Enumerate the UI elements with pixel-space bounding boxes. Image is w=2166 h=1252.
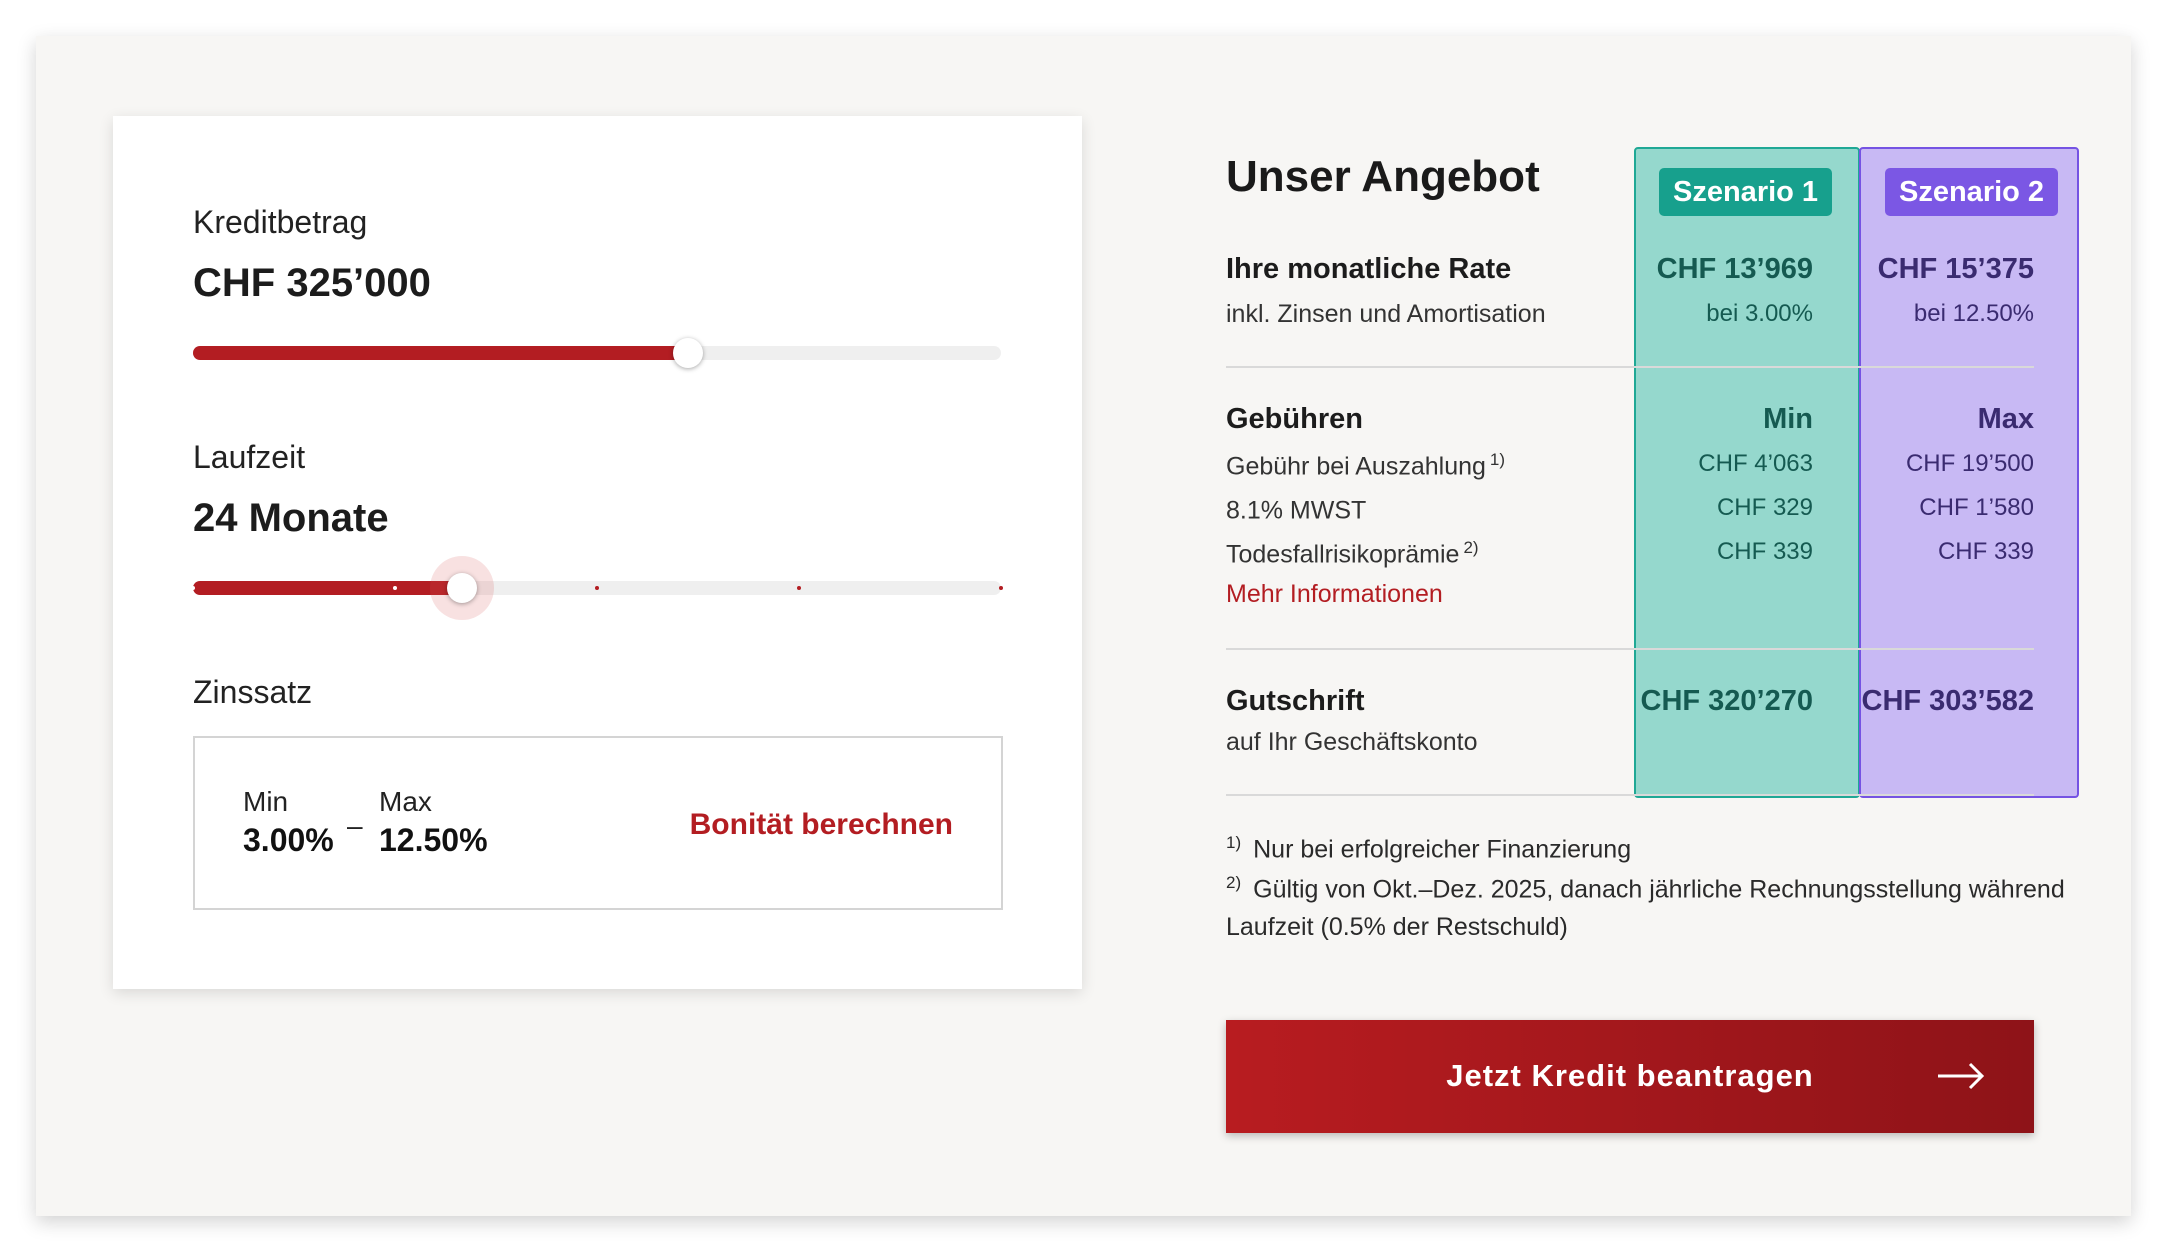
scenario-2-fee-value: CHF 1’580 [1919, 494, 2034, 521]
duration-slider-fill [193, 581, 462, 595]
scenario-1-fee-value: CHF 329 [1716, 494, 1813, 521]
footnote-2: $^{2)}$ Gültig von Okt.–Dez. 2025, danach jährliche Rechnungsstellung während [1226, 873, 2065, 904]
interest-label: Zinssatz [193, 674, 313, 710]
interest-range-separator: – [347, 810, 363, 841]
amount-value: CHF 325’000 [193, 261, 431, 305]
scenario-2-interest: bei 12.50% [1913, 300, 2034, 327]
apply-credit-button-label: Jetzt Kredit beantragen [1446, 1058, 1814, 1093]
scenario-1-fee-value: CHF 339 [1716, 538, 1813, 565]
scenario-1-interest: bei 3.00% [1706, 300, 1813, 327]
monthly-rate-sub: inkl. Zinsen und Amortisation [1226, 300, 1546, 328]
scenario-1-credit: CHF 320’270 [1640, 685, 1813, 717]
scenario-2-fees-head: Max [1977, 403, 2034, 435]
duration-slider-tick [595, 586, 599, 590]
scenario-2-monthly-rate: CHF 15’375 [1877, 253, 2034, 285]
interest-max-value: 12.50% [379, 822, 488, 858]
scenario-1-monthly-rate: CHF 13’969 [1656, 253, 1813, 285]
credit-sub: auf Ihr Geschäftskonto [1226, 728, 1478, 756]
scenario-1-badge: Szenario 1 [1659, 168, 1832, 216]
fee-row-label: Todesfallrisikoprämie $^{2)}$ [1226, 538, 1479, 569]
footnote-2-continuation: Laufzeit (0.5% der Restschuld) [1226, 913, 1568, 941]
scenario-2-fee-value: CHF 19’500 [1905, 450, 2034, 477]
fee-row-label: 8.1% MWST [1226, 496, 1367, 525]
monthly-rate-label: Ihre monatliche Rate [1226, 253, 1512, 285]
duration-slider-tick [393, 586, 397, 590]
offer-title: Unser Angebot [1226, 152, 1540, 201]
duration-slider-thumb[interactable] [447, 573, 477, 603]
credit-label: Gutschrift [1226, 685, 1365, 717]
divider [1226, 366, 2034, 368]
footnote-mark: 2) [1463, 538, 1479, 557]
calculate-credit-rating-link[interactable]: Bonität berechnen [689, 808, 953, 841]
footnote-1: $^{1)}$ Nur bei erfolgreicher Finanzierung [1226, 833, 1632, 864]
apply-credit-button[interactable] [1226, 1020, 2034, 1133]
divider [1226, 794, 2034, 796]
duration-slider-tick [191, 586, 195, 590]
duration-value: 24 Monate [193, 496, 389, 540]
duration-slider[interactable] [193, 581, 1001, 595]
scenario-2-credit: CHF 303’582 [1861, 685, 2034, 717]
interest-min-label: Min [243, 786, 289, 817]
duration-slider-tick [999, 586, 1003, 590]
interest-range-box [193, 736, 1003, 910]
amount-slider[interactable] [193, 346, 1001, 360]
more-information-link[interactable]: Mehr Informationen [1226, 580, 1443, 608]
amount-slider-fill [193, 346, 688, 360]
fee-row-label: Gebühr bei Auszahlung $^{1)}$ [1226, 450, 1506, 481]
arrow-right-icon [1936, 1056, 1986, 1096]
scenario-2-fee-value: CHF 339 [1937, 538, 2034, 565]
footnote-mark: 1) [1489, 450, 1506, 469]
scenario-2-badge: Szenario 2 [1885, 168, 2058, 216]
duration-label: Laufzeit [193, 439, 306, 475]
calculator-card [113, 116, 1082, 989]
fees-label: Gebühren [1226, 403, 1363, 435]
interest-max-label: Max [379, 786, 432, 817]
scenario-1-fee-value: CHF 4’063 [1698, 450, 1813, 477]
amount-label: Kreditbetrag [193, 204, 368, 240]
divider [1226, 648, 2034, 650]
amount-slider-thumb[interactable] [673, 338, 703, 368]
scenario-1-fees-head: Min [1763, 403, 1813, 435]
duration-slider-tick [797, 586, 801, 590]
interest-min-value: 3.00% [243, 822, 334, 858]
